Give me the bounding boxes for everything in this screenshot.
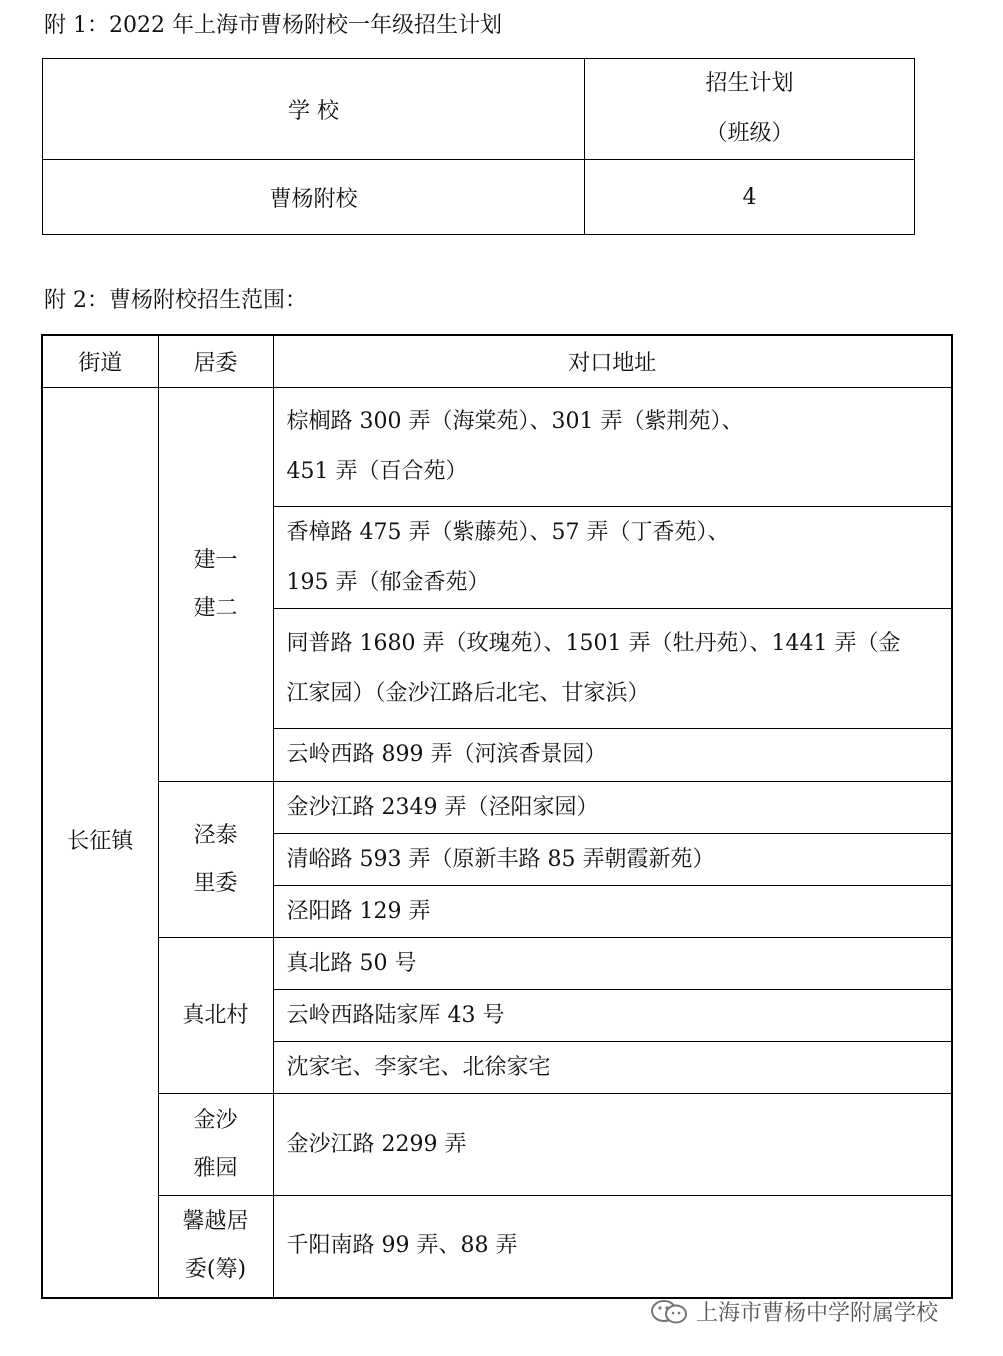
header-plan-label: 招生计划 xyxy=(705,71,794,96)
committee-cell xyxy=(158,1196,273,1298)
committee-name-line: 里委 xyxy=(193,870,238,896)
header-committee: 居委 xyxy=(158,335,273,388)
address-cell: 千阳南路 99 弄、88 弄 xyxy=(273,1196,952,1298)
header-enrollment-plan xyxy=(585,59,915,160)
committee-name-line: 建二 xyxy=(193,595,238,621)
address-cell: 沈家宅、李家宅、北徐家宅 xyxy=(273,1042,952,1094)
address-cell: 泾阳路 129 弄 xyxy=(273,886,952,938)
address-cell: 金沙江路 2349 弄（泾阳家园） xyxy=(273,782,952,834)
address-cell: 云岭西路 899 弄（河滨香景园） xyxy=(273,729,952,782)
header-school: 学 校 xyxy=(43,59,585,160)
table-row xyxy=(42,1196,952,1298)
wechat-icon xyxy=(648,1298,692,1326)
committee-name-line: 泾泰 xyxy=(193,822,238,848)
table-row xyxy=(42,782,952,834)
committee-name-line: 委(筹) xyxy=(184,1257,247,1283)
address-cell: 清峪路 593 弄（原新丰路 85 弄朝霞新苑） xyxy=(273,834,952,886)
address-line: 451 弄（百合苑） xyxy=(286,459,468,484)
header-plan-unit: （班级） xyxy=(705,121,794,146)
class-count: 4 xyxy=(585,160,915,235)
committee-cell xyxy=(158,782,273,938)
address-line: 棕榈路 300 弄（海棠苑）、301 弄（紫荆苑）、 xyxy=(286,409,744,434)
enrollment-plan-table xyxy=(42,58,915,235)
address-line: 香樟路 475 弄（紫藤苑）、57 弄（丁香苑）、 xyxy=(286,519,730,545)
committee-cell xyxy=(158,1094,273,1196)
table-row xyxy=(43,160,915,235)
address-line: 江家园）（金沙江路后北宅、甘家浜） xyxy=(286,680,650,706)
watermark xyxy=(648,1296,938,1327)
committee-name-line: 真北村 xyxy=(182,1002,249,1028)
committee-cell xyxy=(158,938,273,1094)
committee-name-line: 金沙 xyxy=(193,1107,238,1133)
annex1-heading: 附 1：2022 年上海市曹杨附校一年级招生计划 xyxy=(44,13,502,38)
address-cell xyxy=(273,388,952,507)
address-line: 195 弄（郁金香苑） xyxy=(286,569,490,595)
table-row xyxy=(42,1094,952,1196)
table-header-row xyxy=(43,59,915,160)
school-name: 曹杨附校 xyxy=(43,160,585,235)
address-cell: 云岭西路陆家厍 43 号 xyxy=(273,990,952,1042)
committee-name-line: 建一 xyxy=(193,547,238,573)
street-name: 长征镇 xyxy=(42,388,158,1298)
header-street: 街道 xyxy=(42,335,158,388)
committee-name-line: 馨越居 xyxy=(182,1209,249,1235)
table-row xyxy=(42,938,952,990)
address-cell: 真北路 50 号 xyxy=(273,938,952,990)
committee-name-line: 雅园 xyxy=(193,1155,238,1181)
watermark-text: 上海市曹杨中学附属学校 xyxy=(696,1301,939,1326)
address-cell xyxy=(273,507,952,609)
enrollment-area-table xyxy=(41,334,953,1299)
address-cell: 金沙江路 2299 弄 xyxy=(273,1094,952,1196)
address-line: 同普路 1680 弄（玫瑰苑）、1501 弄（牡丹苑）、1441 弄（金 xyxy=(286,630,901,656)
table-row xyxy=(42,388,952,507)
table-header-row xyxy=(42,335,952,388)
annex2-heading: 附 2：曹杨附校招生范围： xyxy=(44,288,307,313)
address-cell xyxy=(273,609,952,729)
header-address: 对口地址 xyxy=(273,335,952,388)
committee-cell xyxy=(158,388,273,782)
